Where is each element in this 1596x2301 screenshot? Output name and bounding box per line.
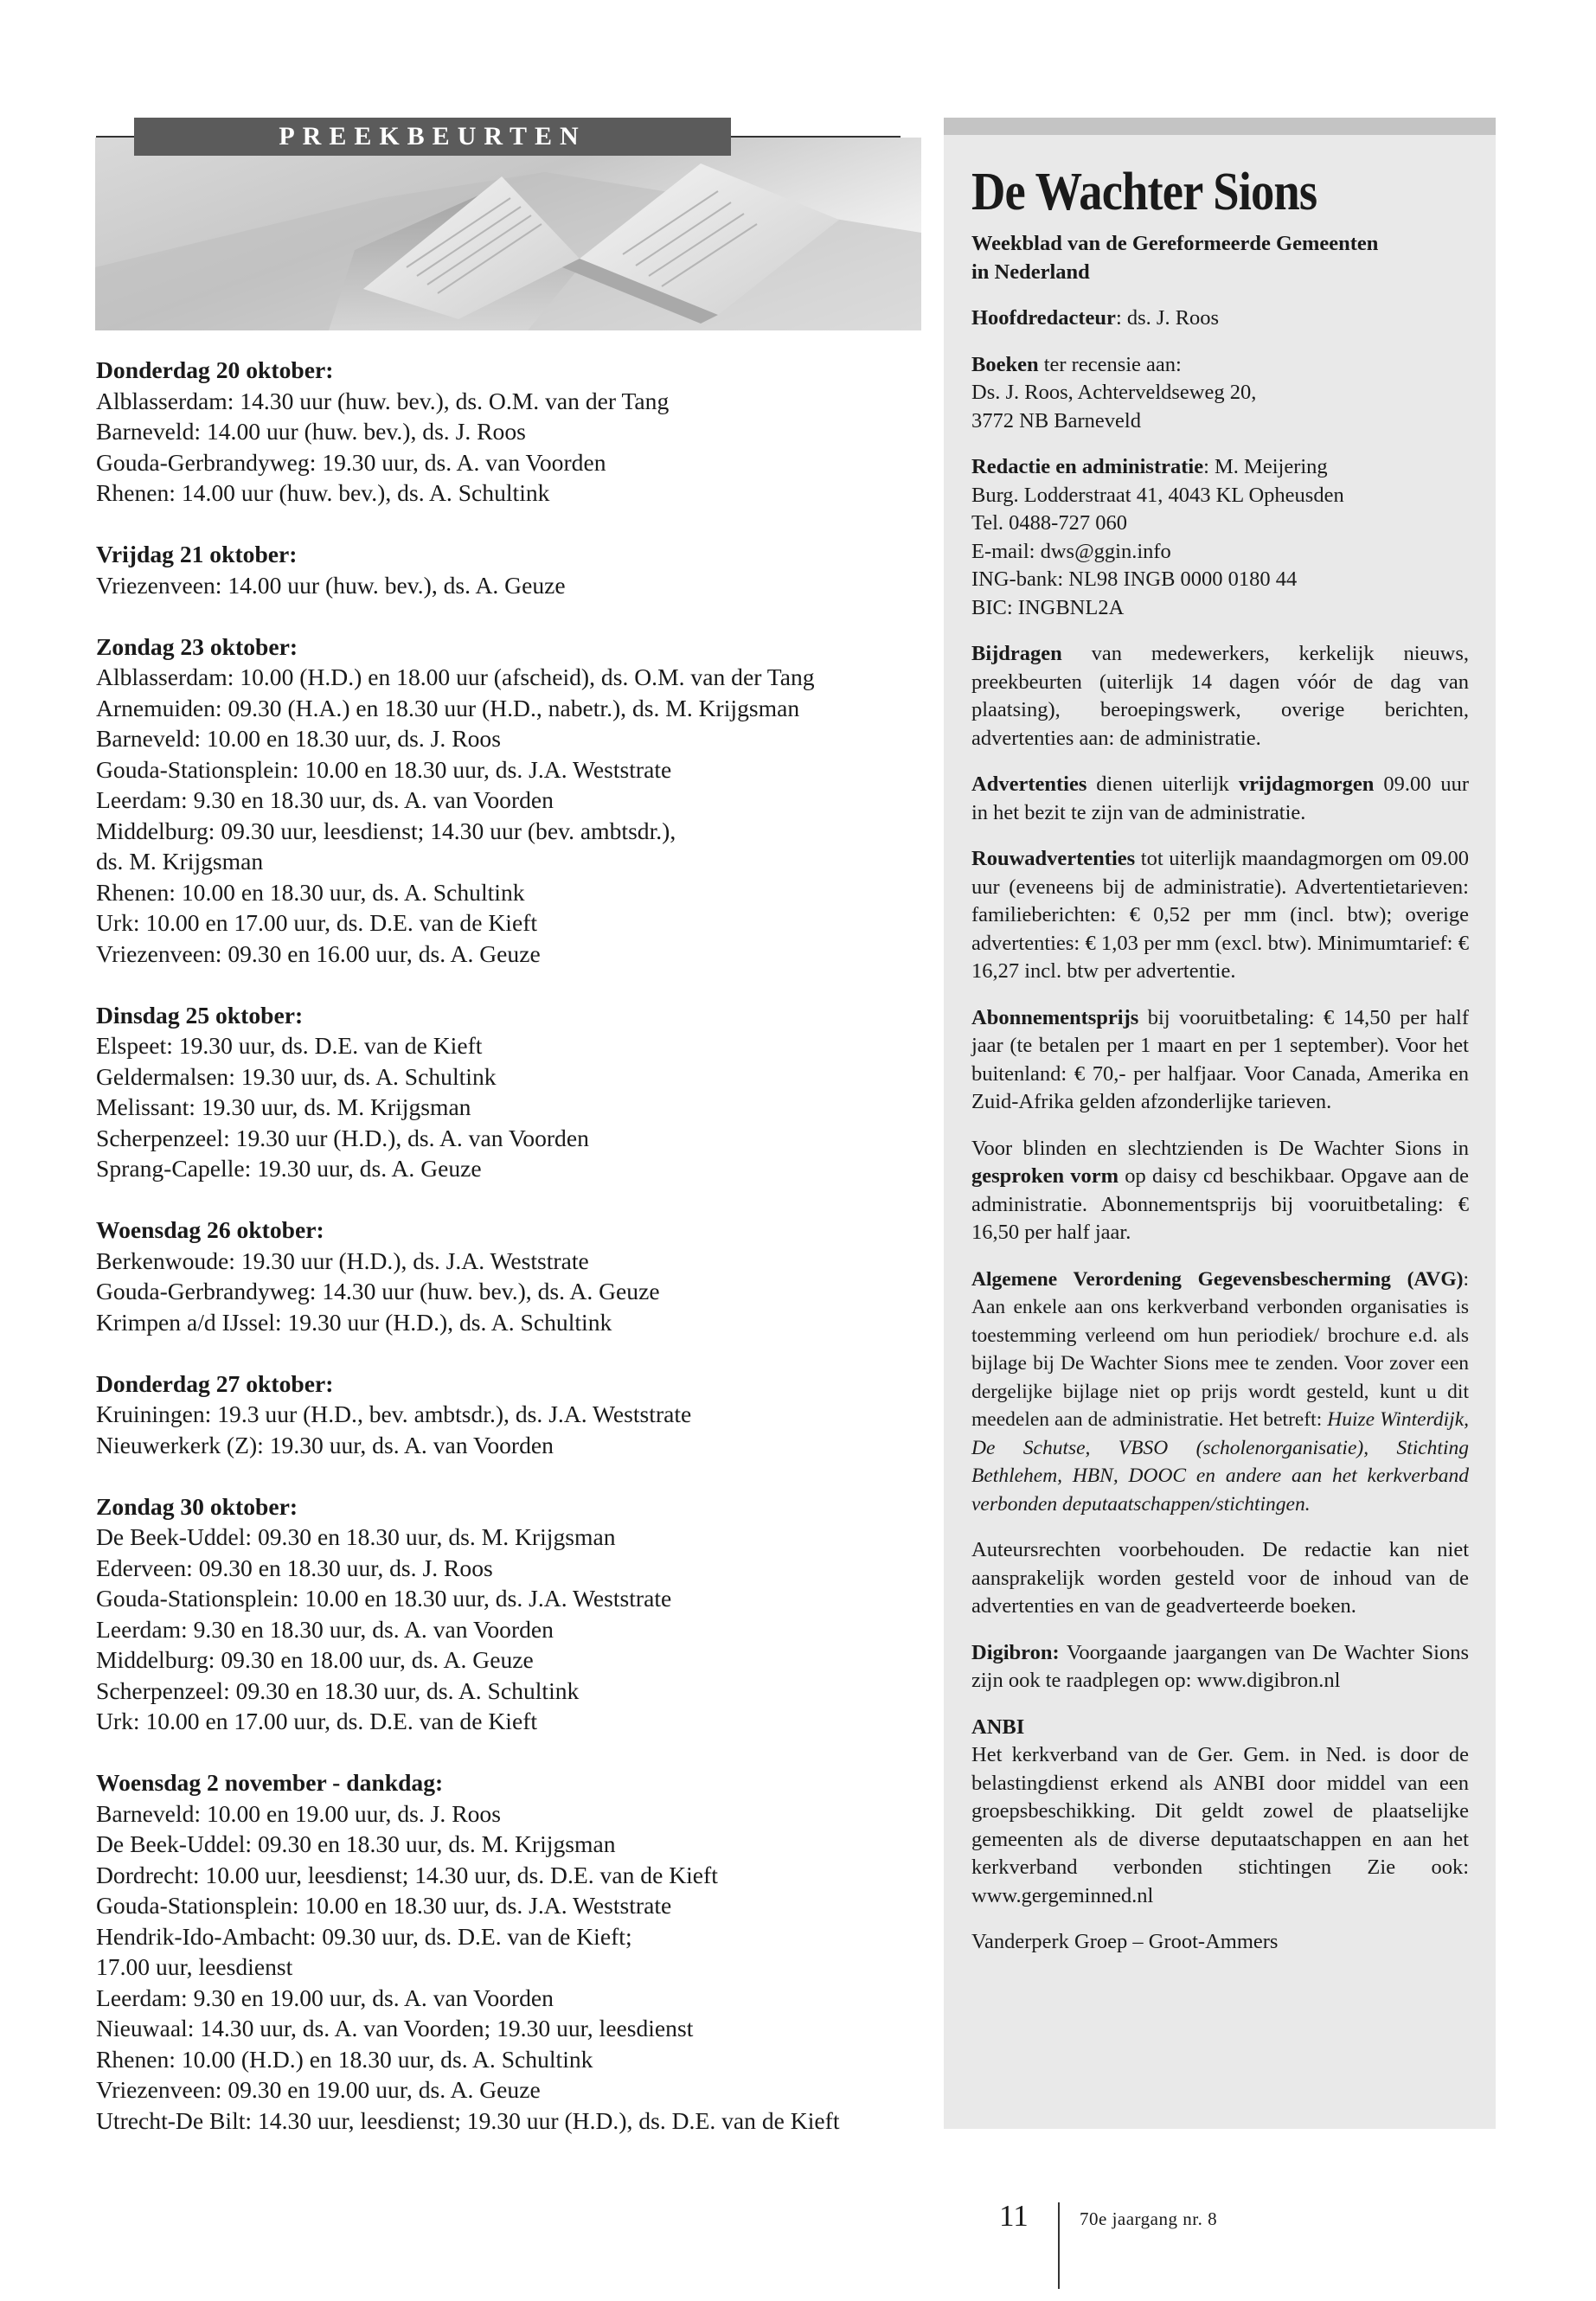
service-entry: 17.00 uur, leesdienst: [96, 1953, 293, 1980]
service-entry: Dordrecht: 10.00 uur, leesdienst; 14.30 uur, ds. D.E. van de Kieft: [96, 1861, 718, 1888]
schedule-day: [96, 1368, 926, 1461]
service-entry: Urk: 10.00 en 17.00 uur, ds. D.E. van de Kieft: [96, 909, 538, 936]
subscription-info: Abonnementsprijs bij vooruitbetaling: € 14,50 per half jaar (te betalen per 1 maart en per 1 september). Voor het buitenland: € 70,- per halfjaar. Voor Canada, Amerika en Zuid-Afrika gelden afzonderlijke tarieven.: [971, 1005, 1469, 1113]
service-entry: Gouda-Stationsplein: 10.00 en 18.30 uur, ds. J.A. Weststrate: [96, 1585, 672, 1612]
masthead: De Wachter Sions: [971, 163, 1317, 221]
editor-info: Hoofdredacteur: ds. J. Roos: [971, 306, 1220, 330]
audio-edition-info: Voor blinden en slechtzienden is De Wachter Sions in gesproken vorm op daisy cd beschikbaar. Opgave aan de administratie. Abonnementsprijs bij vooruitbetaling: € 16,50 per half jaar.: [971, 1136, 1469, 1244]
colophon-content: [971, 161, 1469, 1975]
mourning-ads-info: Rouwadvertenties tot uiterlijk maandagmorgen om 09.00 uur (eveneens bij de administratie). Advertentietarieven: familieberichten: € 0,52 per mm (incl. btw); overige advertenties: € 1,03 per mm (excl. btw). Minimumtarief: € 16,27 incl. btw per advertentie.: [971, 847, 1469, 983]
service-entry: Rhenen: 10.00 en 18.30 uur, ds. A. Schultink: [96, 878, 525, 906]
open-bible-illustration: [95, 138, 921, 330]
day-title: Woensdag 2 november - dankdag:: [96, 1769, 444, 1796]
service-entry: Alblasserdam: 10.00 (H.D.) en 18.00 uur (afscheid), ds. O.M. van der Tang: [96, 663, 815, 690]
schedule-day: [96, 355, 926, 509]
avg-info: Algemene Verordening Gegevensbescherming (AVG): Aan enkele aan ons kerkverband verbonden organisaties is toestemming verleend om hun periodiek/ brochure e.d. als bijlage bij De Wachter Sions mee te zenden. Voor zover een dergelijke bijlage niet op prijs wordt gesteld, kunt u dit meedelen aan de administratie. Het betreft: Huize Winterdijk, De Schutse, VBSO (scholenorganisatie), Stichting Bethlehem, HBN, DOOC en andere aan het kerkverband verbonden deputaatschappen/stichtingen.: [971, 1267, 1469, 1516]
schedule-day: [96, 631, 926, 970]
administration-info: Redactie en administratie: M. Meijering Burg. Lodderstraat 41, 4043 KL Opheusden Tel. 0488-727 060 E-mail: dws@ggin.info ING-bank: NL98 INGB 0000 0180 44 BIC: INGBNL2A: [971, 455, 1344, 619]
service-entry: Vriezenveen: 09.30 en 19.00 uur, ds. A. Geuze: [96, 2076, 541, 2103]
service-entry: Scherpenzeel: 19.30 uur (H.D.), ds. A. van Voorden: [96, 1124, 589, 1151]
colophon: [944, 118, 1496, 2129]
schedule-day: [96, 1491, 926, 1737]
day-title: Dinsdag 25 oktober:: [96, 1001, 304, 1029]
service-entry: Rhenen: 10.00 (H.D.) en 18.30 uur, ds. A. Schultink: [96, 2045, 593, 2073]
service-entry: Leerdam: 9.30 en 18.30 uur, ds. A. van Voorden: [96, 786, 554, 813]
service-entry: Scherpenzeel: 09.30 en 18.30 uur, ds. A. Schultink: [96, 1676, 580, 1704]
schedule-day: [96, 1215, 926, 1337]
service-entry: Middelburg: 09.30 en 18.00 uur, ds. A. Geuze: [96, 1646, 534, 1673]
service-entry: De Beek-Uddel: 09.30 en 18.30 uur, ds. M. Krijgsman: [96, 1523, 616, 1550]
books-info: Boeken ter recensie aan: Ds. J. Roos, Achterveldseweg 20, 3772 NB Barneveld: [971, 352, 1257, 433]
service-entry: Gouda-Stationsplein: 10.00 en 18.30 uur, ds. J.A. Weststrate: [96, 1892, 672, 1919]
contributions-info: Bijdragen van medewerkers, kerkelijk nieuws, preekbeurten (uiterlijk 14 dagen vóór de dag van plaatsing), beroepingswerk, overige berichten, advertenties aan: de administratie.: [971, 642, 1469, 750]
day-title: Donderdag 20 oktober:: [96, 356, 334, 383]
footer-rule: [1058, 2202, 1060, 2289]
service-entry: Leerdam: 9.30 en 18.30 uur, ds. A. van Voorden: [96, 1615, 554, 1643]
day-title: Woensdag 26 oktober:: [96, 1216, 324, 1243]
service-entry: Nieuwerkerk (Z): 19.30 uur, ds. A. van Voorden: [96, 1431, 554, 1458]
advertisements-info: Advertenties dienen uiterlijk vrijdagmorgen 09.00 uur in het bezit te zijn van de administratie.: [971, 772, 1469, 824]
header-banner: [95, 138, 921, 330]
service-entry: De Beek-Uddel: 09.30 en 18.30 uur, ds. M. Krijgsman: [96, 1830, 616, 1857]
service-entry: Urk: 10.00 en 17.00 uur, ds. D.E. van de Kieft: [96, 1708, 538, 1734]
service-entry: Kruiningen: 19.3 uur (H.D., bev. ambtsdr.), ds. J.A. Weststrate: [96, 1400, 692, 1427]
service-entry: Gouda-Gerbrandyweg: 14.30 uur (huw. bev.), ds. A. Geuze: [96, 1278, 660, 1304]
page-number: 11: [999, 2199, 1029, 2233]
service-entry: Gouda-Gerbrandyweg: 19.30 uur, ds. A. van Voorden: [96, 448, 606, 476]
day-title: Zondag 30 oktober:: [96, 1492, 298, 1520]
service-entry: Barneveld: 10.00 en 19.00 uur, ds. J. Roos: [96, 1799, 501, 1827]
service-entry: Geldermalsen: 19.30 uur, ds. A. Schultink: [96, 1062, 497, 1090]
service-entry: Utrecht-De Bilt: 14.30 uur, leesdienst; 19.30 uur (H.D.), ds. D.E. van de Kieft: [96, 2106, 840, 2134]
service-entry: Middelburg: 09.30 uur, leesdienst; 14.30 uur (bev. ambtsdr.),: [96, 817, 676, 844]
service-entry: ds. M. Krijgsman: [96, 848, 264, 875]
service-entry: Berkenwoude: 19.30 uur (H.D.), ds. J.A. Weststrate: [96, 1247, 589, 1274]
anbi-info: ANBI Het kerkverband van de Ger. Gem. in Ned. is door de belastingdienst erkend als ANBI door middel van een groepsbeschikking. Dit geldt zowel de plaatselijke gemeenten als de diverse deputaatschappen en aan het kerkverband verbonden stichtingen Zie ook: www.gergeminned.nl: [971, 1715, 1469, 1907]
subtitle: Weekblad van de Gereformeerde Gemeenten in Nederland: [971, 232, 1379, 284]
issue-info: 70e jaargang nr. 8: [1080, 2208, 1218, 2229]
schedule-day: [96, 1000, 926, 1184]
service-entry: Elspeet: 19.30 uur, ds. D.E. van de Kieft: [96, 1032, 483, 1059]
schedule-day: [96, 539, 926, 600]
service-entry: Vriezenveen: 14.00 uur (huw. bev.), ds. A. Geuze: [96, 571, 566, 599]
service-entry: Nieuwaal: 14.30 uur, ds. A. van Voorden; 19.30 uur, leesdienst: [96, 2015, 694, 2041]
service-entry: Krimpen a/d IJssel: 19.30 uur (H.D.), ds. A. Schultink: [96, 1308, 612, 1336]
copyright-info: Auteursrechten voorbehouden. De redactie kan niet aansprakelijk worden gesteld voor de inhoud van de advertenties en van de geadverteerde boeken.: [971, 1538, 1469, 1618]
service-entry: Rhenen: 14.00 uur (huw. bev.), ds. A. Schultink: [96, 479, 550, 506]
digibron-info: Digibron: Voorgaande jaargangen van De Wachter Sions zijn ook te raadplegen op: www.digibron.nl: [971, 1640, 1469, 1692]
service-entry: Sprang-Capelle: 19.30 uur, ds. A. Geuze: [96, 1155, 482, 1182]
service-entry: Gouda-Stationsplein: 10.00 en 18.30 uur, ds. J.A. Weststrate: [96, 755, 672, 783]
service-entry: Melissant: 19.30 uur, ds. M. Krijgsman: [96, 1093, 471, 1120]
service-entry: Vriezenveen: 09.30 en 16.00 uur, ds. A. Geuze: [96, 939, 541, 967]
service-entry: Arnemuiden: 09.30 (H.A.) en 18.30 uur (H.D., nabetr.), ds. M. Krijgsman: [96, 694, 800, 721]
schedule-day: [96, 1767, 926, 2136]
day-title: Donderdag 27 oktober:: [96, 1369, 334, 1397]
schedule: [96, 355, 926, 2167]
service-entry: Barneveld: 14.00 uur (huw. bev.), ds. J. Roos: [96, 418, 526, 445]
service-entry: Hendrik-Ido-Ambacht: 09.30 uur, ds. D.E. van de Kieft;: [96, 1922, 632, 1950]
service-entry: Barneveld: 10.00 en 18.30 uur, ds. J. Roos: [96, 725, 501, 752]
day-title: Zondag 23 oktober:: [96, 632, 298, 660]
section-label: PREEKBEURTEN: [134, 118, 731, 156]
day-title: Vrijdag 21 oktober:: [96, 541, 298, 567]
service-entry: Ederveen: 09.30 en 18.30 uur, ds. J. Roos: [96, 1554, 493, 1581]
service-entry: Alblasserdam: 14.30 uur (huw. bev.), ds. O.M. van der Tang: [96, 387, 670, 414]
printer-info: Vanderperk Groep – Groot-Ammers: [971, 1930, 1279, 1953]
service-entry: Leerdam: 9.30 en 19.00 uur, ds. A. van Voorden: [96, 1984, 554, 2011]
